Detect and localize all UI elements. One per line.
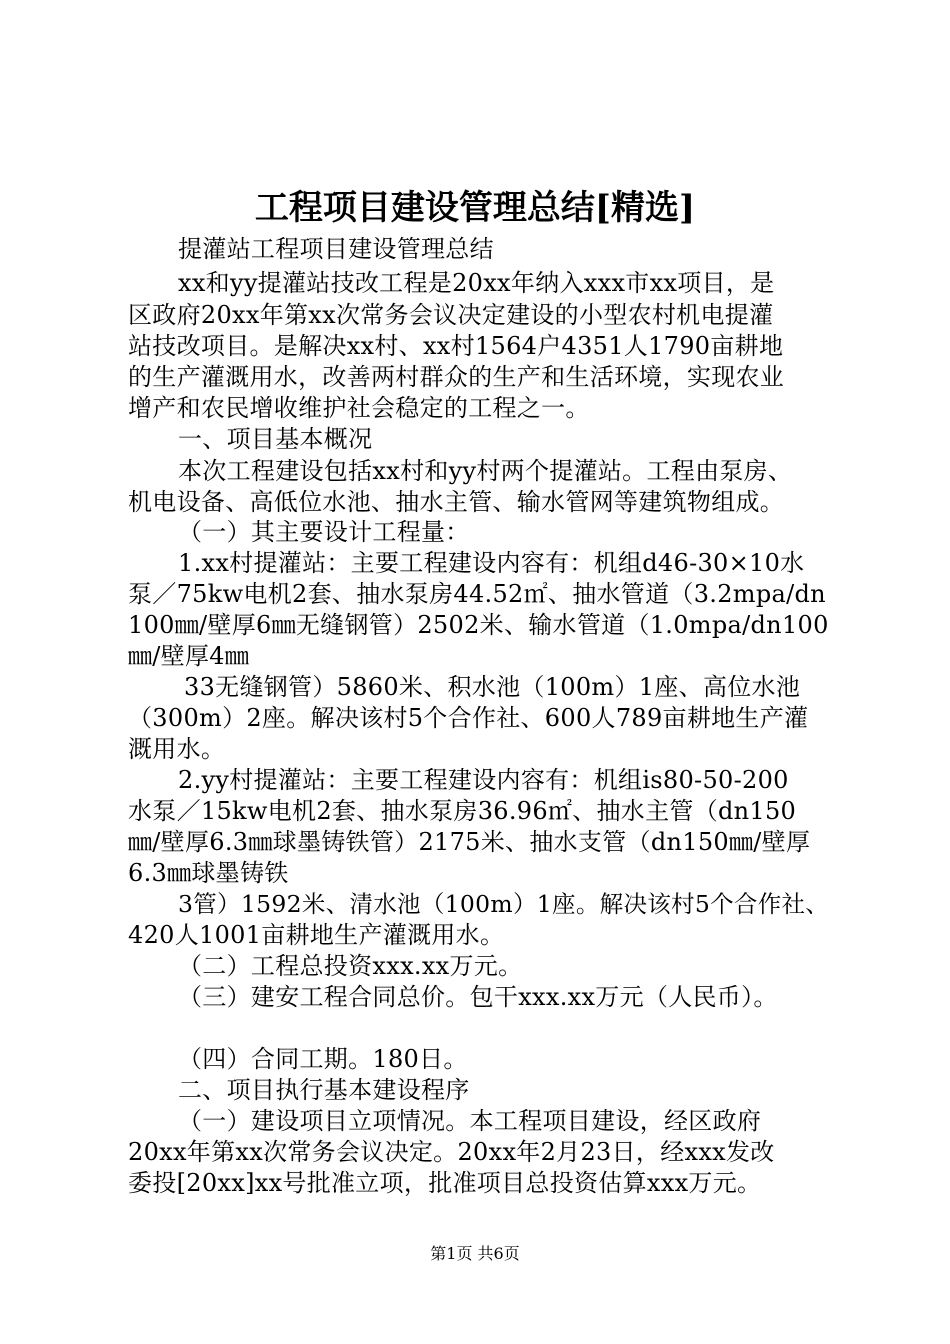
body-line: 20xx年第xx次常务会议决定。20xx年2月23日，经xxx发改 — [128, 1138, 775, 1166]
body-line: 溉用水。 — [128, 735, 226, 763]
body-line: 100㎜/壁厚6㎜无缝钢管）2502米、输水管道（1.0mpa/dn100 — [128, 611, 829, 639]
section-heading: 一、项目基本概况 — [178, 425, 373, 453]
body-line: ㎜/壁厚4㎜ — [128, 642, 250, 670]
subsection-heading: （二）工程总投资xxx.xx万元。 — [178, 952, 523, 980]
body-line: ㎜/壁厚6.3㎜球墨铸铁管）2175米、抽水支管（dn150㎜/壁厚 — [128, 828, 811, 856]
body-line: 6.3㎜球墨铸铁 — [128, 859, 289, 887]
body-line: 的生产灌溉用水，改善两村群众的生产和生活环境，实现农业 — [128, 363, 785, 391]
body-line: 1.xx村提灌站：主要工程建设内容有：机组d46-30×10水 — [178, 549, 805, 577]
body-line: 33无缝钢管）5860米、积水池（100m）1座、高位水池 — [184, 673, 801, 701]
subsection-heading: （一）其主要设计工程量： — [178, 518, 470, 546]
body-line: 委投[20xx]xx号批准立项，批准项目总投资估算xxx万元。 — [128, 1169, 762, 1197]
body-line: 2.yy村提灌站：主要工程建设内容有：机组is80-50-200 — [178, 766, 789, 794]
body-line: 区政府20xx年第xx次常务会议决定建设的小型农村机电提灌 — [128, 301, 774, 329]
section-heading: 二、项目执行基本建设程序 — [178, 1076, 470, 1104]
body-line: 420人1001亩耕地生产灌溉用水。 — [128, 921, 505, 949]
document-title: 工程项目建设管理总结[精选] — [254, 188, 696, 228]
body-line: 本次工程建设包括xx村和yy村两个提灌站。工程由泵房、 — [178, 457, 793, 485]
body-line: 机电设备、高低位水池、抽水主管、输水管网等建筑物组成。 — [128, 488, 785, 516]
body-line: 水泵／15kw电机2套、抽水泵房36.96㎡、抽水主管（dn150 — [128, 797, 797, 825]
body-line: （300m）2座。解决该村5个合作社、600人789亩耕地生产灌 — [128, 704, 809, 732]
page-footer: 第1页 共6页 — [430, 1244, 520, 1263]
body-line: 泵／75kw电机2套、抽水泵房44.52㎡、抽水管道（3.2mpa/dn — [128, 580, 826, 608]
body-line: 增产和农民增收维护社会稳定的工程之一。 — [128, 394, 590, 422]
body-line: xx和yy提灌站技改工程是20xx年纳入xxx市xx项目，是 — [178, 269, 775, 297]
subsection-heading: （三）建安工程合同总价。包干xxx.xx万元（人民币）。 — [178, 983, 778, 1011]
subsection-heading: （四）合同工期。180日。 — [178, 1045, 468, 1073]
body-line: 3管）1592米、清水池（100m）1座。解决该村5个合作社、 — [178, 890, 830, 918]
body-line: （一）建设项目立项情况。本工程项目建设，经区政府 — [178, 1107, 762, 1135]
subtitle-line: 提灌站工程项目建设管理总结 — [178, 235, 494, 263]
body-line: 站技改项目。是解决xx村、xx村1564户4351人1790亩耕地 — [128, 332, 784, 360]
